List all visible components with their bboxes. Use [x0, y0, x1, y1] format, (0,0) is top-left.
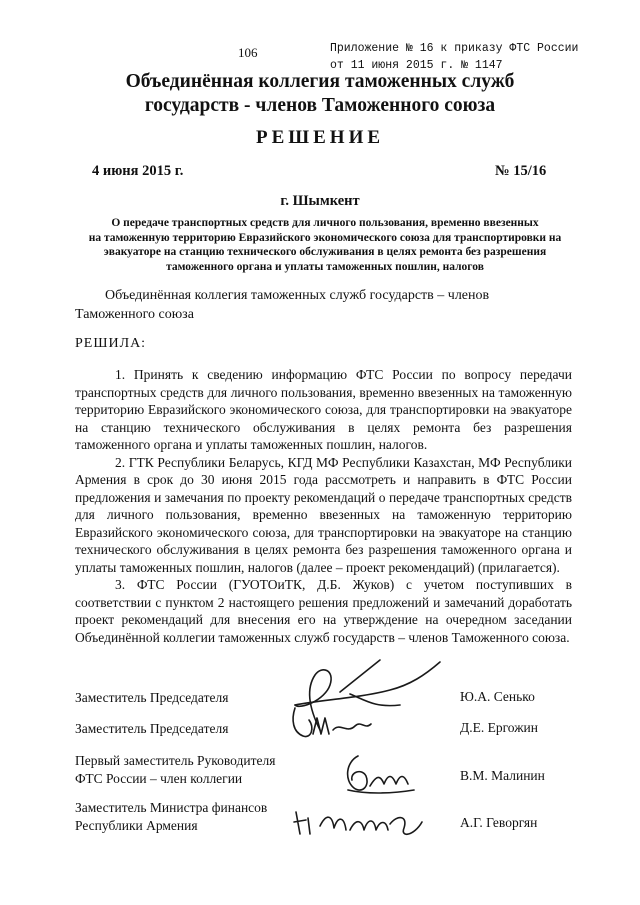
signatory-4-role-line-1: Заместитель Министра финансов — [75, 800, 268, 815]
document-number: № 15/16 — [495, 163, 547, 179]
preamble-line-2: Таможенного союза — [75, 307, 194, 322]
subject-line-1: О передаче транспортных средств для личного пользования, временно ввезенных — [111, 217, 539, 229]
preamble-line-1: Объединённая коллегия таможенных служб государств – членов — [105, 288, 490, 303]
issuer-line-1: Объединённая коллегия таможенных служб — [125, 71, 515, 92]
signatory-2-name: Д.Е. Ергожин — [460, 720, 538, 735]
issuer-line-2: государств - членов Таможенного союза — [144, 95, 496, 116]
signatory-1-role — [75, 689, 228, 707]
document-type: РЕШЕНИЕ — [255, 127, 385, 148]
annex-line-1: Приложение № 16 к приказу ФТС России — [330, 42, 579, 55]
subject-line-2: на таможенную территорию Евразийского экономического союза для транспортировки на — [88, 231, 562, 244]
document-subject — [60, 216, 590, 274]
signatory-3-role — [75, 752, 275, 788]
decision-items — [75, 366, 572, 646]
decision-item-1: 1. Принять к сведению информацию ФТС России по вопросу передачи транспортных средств для личного пользования, временно ввезенных на таможенную территорию Евразийского экономического союза, для транспортировки на эвакуаторе на станцию технического обслуживания в целях ремонта без разрешения таможенного органа и уплаты таможенных пошлин, налогов. — [75, 367, 572, 452]
signatory-1-name: Ю.А. Сенько — [460, 689, 535, 704]
signatory-4-role-line-2: Республики Армения — [75, 818, 198, 833]
signatory-4-role — [75, 799, 267, 835]
preamble — [75, 286, 575, 324]
decision-item-2: 2. ГТК Республики Беларусь, КГД МФ Республики Казахстан, МФ Республики Армения в срок до 30 июня 2015 года рассмотреть и направить в ФТС России предложения и замечания по проекту рекомендаций о передаче транспортных средств для личного пользования, временно ввезенных на таможенную территорию Евразийского экономического союза, для транспортировки на эвакуаторе на станцию технического обслуживания в целях ремонта без разрешения таможенного органа и уплаты таможенных пошлин, налогов (далее – проект рекомендаций) (прилагается). — [75, 454, 572, 575]
decided-heading: РЕШИЛА: — [75, 336, 147, 351]
signatory-3-role-line-1: Первый заместитель Руководителя — [75, 753, 276, 768]
document-date: 4 июня 2015 г. — [92, 163, 184, 179]
signature-4-image — [290, 800, 430, 850]
signatory-2-role — [75, 720, 228, 738]
issuer-heading — [0, 70, 640, 118]
signatory-3-role-line-2: ФТС России – член коллегии — [75, 771, 243, 786]
signatory-4-name: А.Г. Геворгян — [460, 815, 538, 830]
page-number: 106 — [238, 45, 258, 60]
decision-item-3: 3. ФТС России (ГУОТОиТК, Д.Б. Жуков) с учетом поступивших в соответствии с пунктом 2 настоящего решения предложений и замечаний доработать проект рекомендаций для внесения его на утверждение на очередном заседании Объединённой коллегии таможенных служб государств – членов Таможенного союза. — [75, 577, 572, 645]
subject-line-4: таможенного органа и уплаты таможенных пошлин, налогов — [166, 260, 484, 273]
signature-2-image — [285, 700, 375, 745]
document-city: г. Шымкент — [280, 193, 360, 209]
signatory-1-role-line-1: Заместитель Председателя — [75, 690, 229, 705]
annex-line-2: от 11 июня 2015 г. № 1147 — [330, 59, 503, 72]
annex-stamp — [330, 40, 578, 74]
signatory-2-role-line-1: Заместитель Председателя — [75, 721, 229, 736]
subject-line-3: эвакуаторе на станцию технического обслуживания в целях ремонта без разрешения — [103, 246, 547, 258]
signatory-3-name: В.М. Малинин — [460, 768, 545, 783]
signature-3-image — [340, 750, 420, 800]
